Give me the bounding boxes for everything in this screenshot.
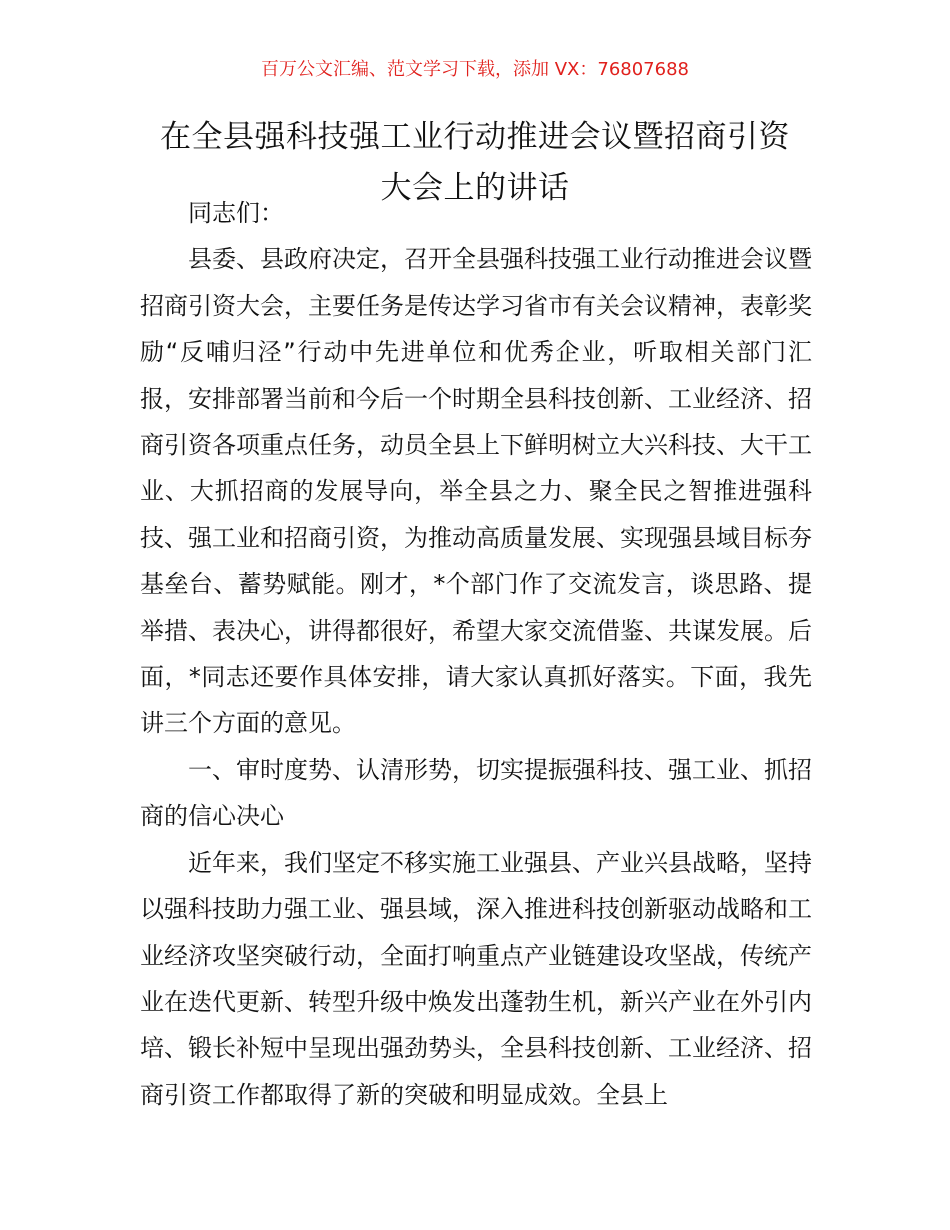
document-body <box>140 190 812 1118</box>
title-line-1: 在全县强科技强工业行动推进会议暨招商引资 <box>160 119 790 155</box>
title-line-2: 大会上的讲话 <box>380 170 570 206</box>
intro-paragraph: 县委、县政府决定，召开全县强科技强工业行动推进会议暨招商引资大会，主要任务是传达学习省市有关会议精神，表彰奖励“反哺归泾”行动中先进单位和优秀企业，听取相关部门汇报，安排部署当前和今后一个时期全县科技创新、工业经济、招商引资各项重点任务，动员全县上下鲜明树立大兴科技、大干工业、大抓招商的发展导向，举全县之力、聚全民之智推进强科技、强工业和招商引资，为推动高质量发展、实现强县域目标夯基垒台、蓄势赋能。刚才，*个部门作了交流发言，谈思路、提举措、表决心，讲得都很好，希望大家交流借鉴、共谋发展。后面，*同志还要作具体安排，请大家认真抓好落实。下面，我先讲三个方面的意见。 <box>140 245 812 738</box>
body-paragraph: 近年来，我们坚定不移实施工业强县、产业兴县战略，坚持以强科技助力强工业、强县域，深入推进科技创新驱动战略和工业经济攻坚突破行动，全面打响重点产业链建设攻坚战，传统产业在迭代更新、转型升级中焕发出蓬勃生机，新兴产业在外引内培、锻长补短中呈现出强劲势头，全县科技创新、工业经济、招商引资工作都取得了新的突破和明显成效。全县上 <box>140 848 812 1109</box>
promo-header: 百万公文汇编、范文学习下载，添加 VX：76807688 <box>261 59 689 80</box>
salutation: 同志们： <box>188 199 284 227</box>
section-heading-1: 一、审时度势、认清形势，切实提振强科技、强工业、抓招商的信心决心 <box>140 755 812 831</box>
